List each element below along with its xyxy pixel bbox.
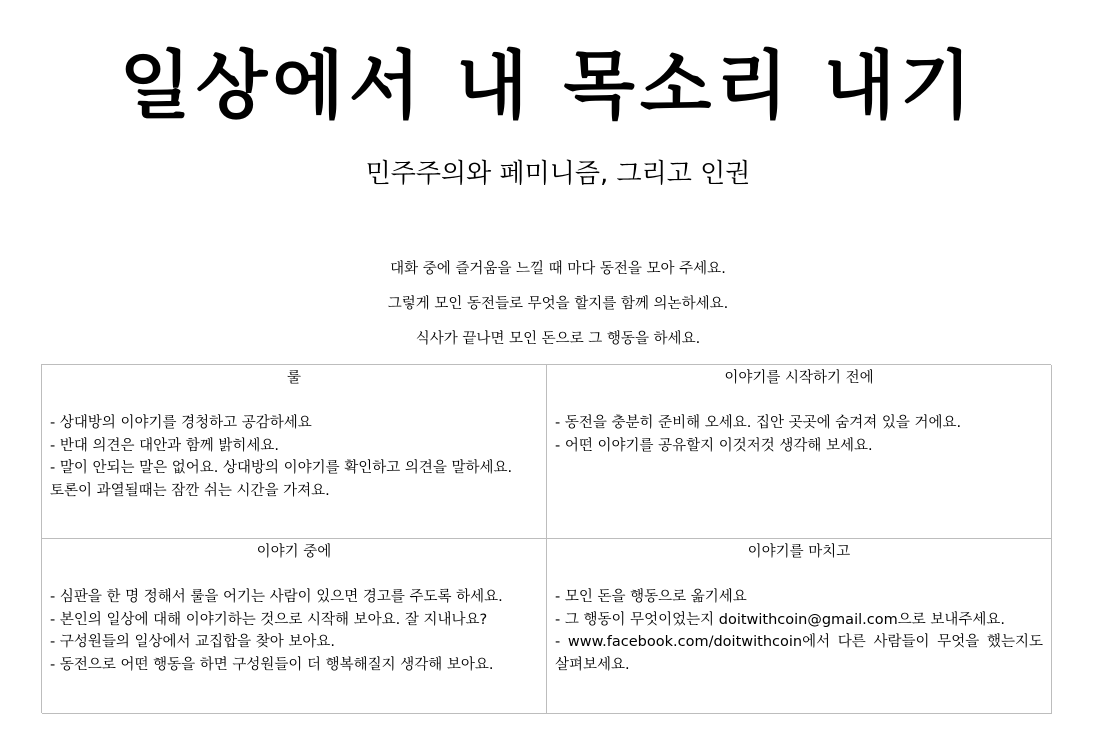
rules-title: 룰	[286, 370, 301, 386]
rule-item: - 말이 안되는 말은 없어요. 상대방의 이야기를 확인하고 의견을 말하세요.	[50, 460, 513, 476]
rule-item: 토론이 과열될때는 잠깐 쉬는 시간을 가져요.	[50, 482, 330, 499]
intro-line: 대화 중에 즐거움을 느낄 때 마다 동전을 모아 주세요.	[390, 261, 726, 277]
during-item: - 구성원들의 일상에서 교집합을 찾아 보아요.	[50, 634, 336, 650]
during-title: 이야기 중에	[256, 544, 332, 560]
during-cell	[42, 539, 547, 714]
rules-list	[50, 412, 538, 502]
before-title: 이야기를 시작하기 전에	[724, 370, 874, 386]
before-item: - 동전을 충분히 준비해 오세요. 집안 곳곳에 숨겨져 있을 거에요.	[555, 415, 962, 431]
before-cell	[547, 365, 1052, 539]
rule-item: - 상대방의 이야기를 경청하고 공감하세요	[50, 415, 312, 431]
after-item: - www.facebook.com/doitwithcoin에서 다른 사람들이 무엇을 했는지도 살펴보세요.	[555, 634, 1043, 673]
before-item: - 어떤 이야기를 공유할지 이것저것 생각해 보세요.	[555, 437, 873, 454]
after-item: - 모인 돈을 행동으로 옮기세요	[555, 589, 747, 605]
page-title: 일상에서 내 목소리 내기	[119, 43, 977, 129]
after-list	[555, 586, 1043, 676]
rule-item: - 반대 의견은 대안과 함께 밝히세요.	[50, 437, 279, 454]
after-item: - 그 행동이 무엇이었는지 doitwithcoin@gmail.com으로 보내주세요.	[555, 611, 1005, 628]
during-item: - 본인의 일상에 대해 이야기하는 것으로 시작해 보아요. 잘 지내나요?	[50, 611, 488, 628]
during-list	[50, 586, 538, 676]
intro-instructions	[0, 257, 1096, 362]
after-title: 이야기를 마치고	[747, 544, 851, 560]
intro-line: 그렇게 모인 동전들로 무엇을 할지를 함께 의논하세요.	[387, 296, 729, 312]
before-list	[555, 412, 1043, 457]
page-subtitle: 민주주의와 페미니즘, 그리고 인권	[365, 159, 751, 189]
intro-line: 식사가 끝나면 모인 돈으로 그 행동을 하세요.	[415, 331, 701, 347]
rules-cell	[42, 365, 547, 539]
guide-table	[41, 364, 1051, 713]
after-cell	[547, 539, 1052, 714]
during-item: - 동전으로 어떤 행동을 하면 구성원들이 더 행복해질지 생각해 보아요.	[50, 656, 494, 673]
during-item: - 심판을 한 명 정해서 룰을 어기는 사람이 있으면 경고를 주도록 하세요.	[50, 589, 503, 605]
